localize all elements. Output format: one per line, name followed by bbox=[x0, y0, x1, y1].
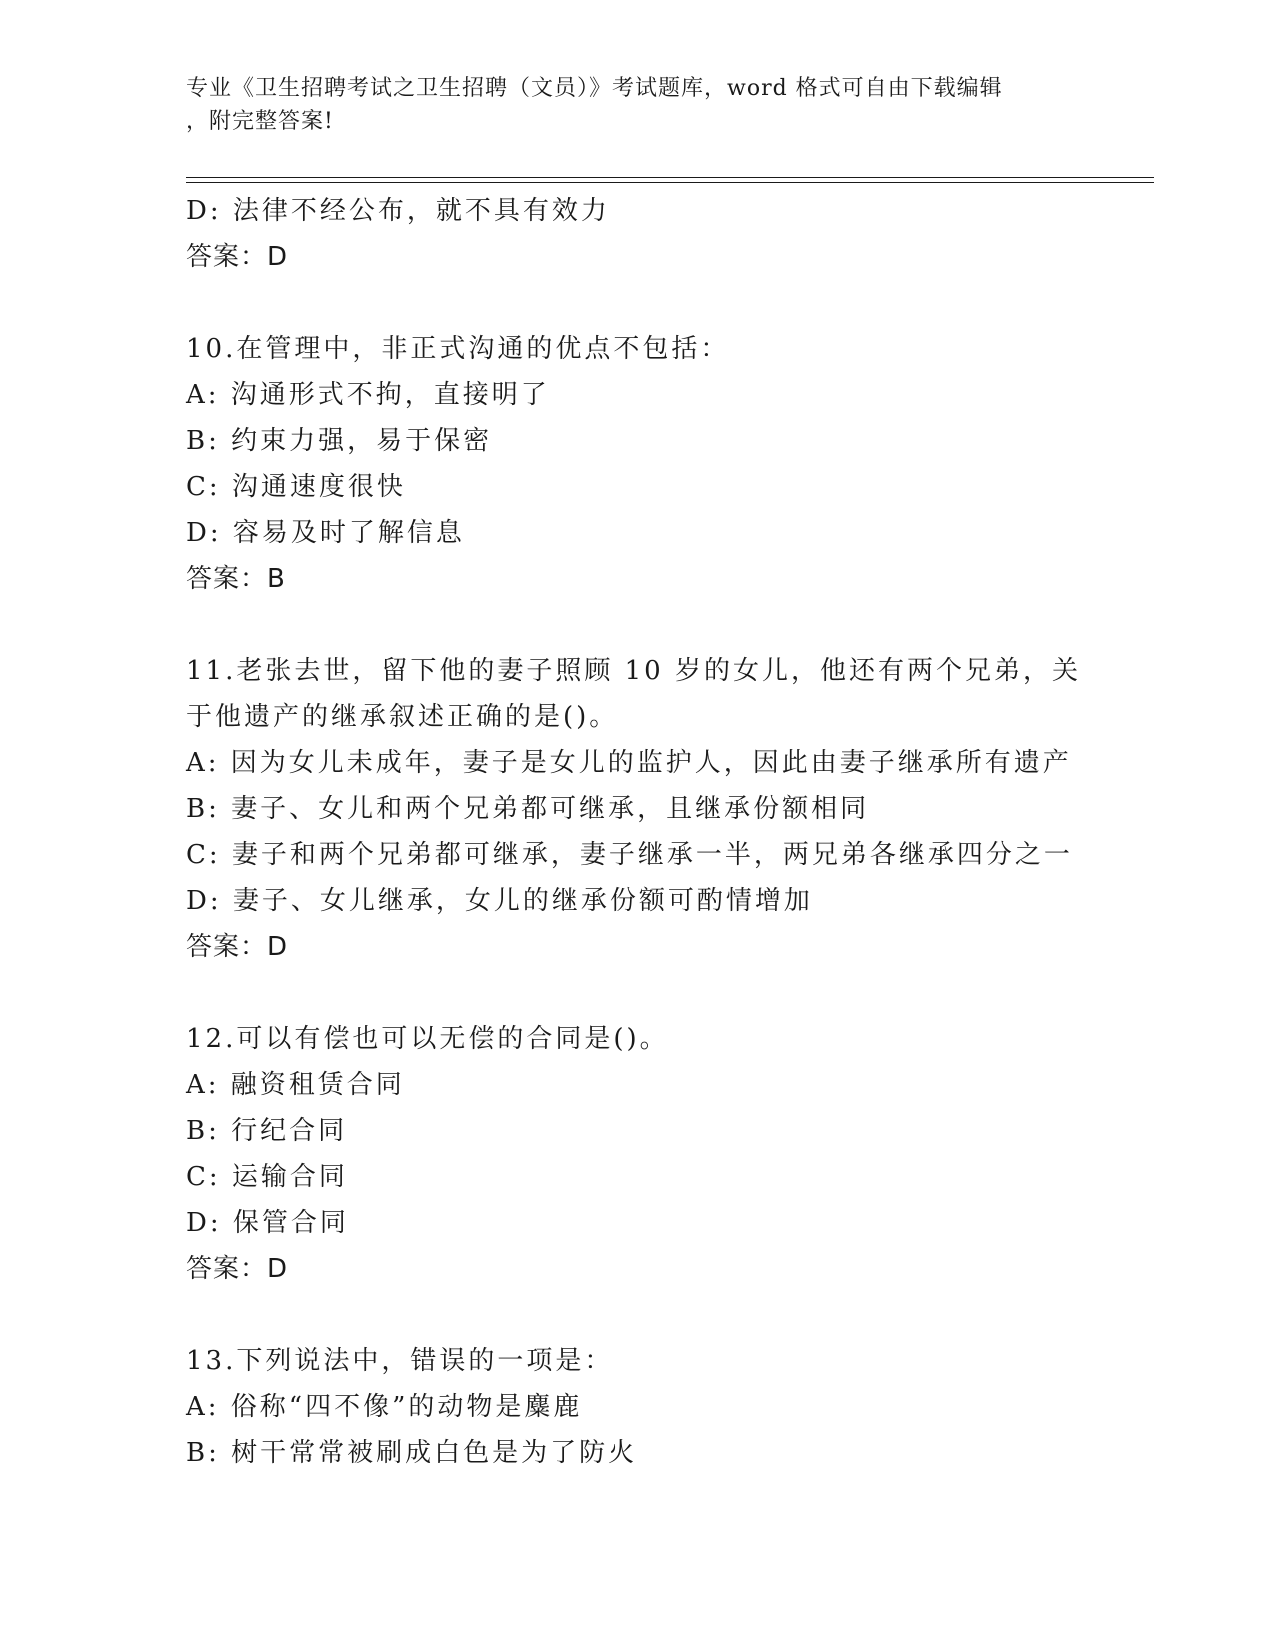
question-11 bbox=[186, 648, 1086, 970]
question-text: 12.可以有偿也可以无偿的合同是()。 bbox=[186, 1024, 669, 1054]
option-c: C: 沟通速度很快 bbox=[186, 472, 406, 502]
question-9-tail bbox=[186, 188, 1086, 280]
question-10 bbox=[186, 326, 1086, 602]
option-b: B: 树干常常被刷成白色是为了防火 bbox=[186, 1438, 638, 1468]
header-rule-top bbox=[186, 177, 1154, 178]
header-line-2: ，附完整答案! bbox=[186, 109, 334, 134]
document-body bbox=[186, 188, 1086, 1476]
option-a: A: 沟通形式不拘，直接明了 bbox=[186, 380, 550, 410]
answer: 答案：B bbox=[186, 564, 286, 594]
question-12 bbox=[186, 1016, 1086, 1292]
option-d: D: 保管合同 bbox=[186, 1208, 349, 1238]
question-13 bbox=[186, 1338, 1086, 1476]
document-header bbox=[186, 72, 1086, 138]
option-d: D: 妻子、女儿继承，女儿的继承份额可酌情增加 bbox=[186, 886, 813, 916]
option-c: C: 运输合同 bbox=[186, 1162, 348, 1192]
spacer bbox=[186, 280, 1086, 326]
answer: 答案：D bbox=[186, 242, 289, 272]
answer: 答案：D bbox=[186, 1254, 289, 1284]
question-text-line-2: 于他遗产的继承叙述正确的是()。 bbox=[186, 702, 619, 732]
option-b: B: 行纪合同 bbox=[186, 1116, 348, 1146]
question-text-line-1: 11.老张去世，留下他的妻子照顾 10 岁的女儿，他还有两个兄弟，关 bbox=[186, 656, 1081, 686]
option-a: A: 俗称“四不像”的动物是麋鹿 bbox=[186, 1392, 583, 1422]
question-text: 10.在管理中，非正式沟通的优点不包括： bbox=[186, 334, 730, 364]
answer: 答案：D bbox=[186, 932, 289, 962]
header-line-1: 专业《卫生招聘考试之卫生招聘（文员）》考试题库，word 格式可自由下载编辑 bbox=[186, 76, 1003, 101]
option-b: B: 妻子、女儿和两个兄弟都可继承，且继承份额相同 bbox=[186, 794, 870, 824]
spacer bbox=[186, 1292, 1086, 1338]
option-c: C: 妻子和两个兄弟都可继承，妻子继承一半，两兄弟各继承四分之一 bbox=[186, 840, 1073, 870]
option-d: D: 法律不经公布，就不具有效力 bbox=[186, 196, 610, 226]
option-d: D: 容易及时了解信息 bbox=[186, 518, 465, 548]
spacer bbox=[186, 970, 1086, 1016]
option-a: A: 因为女儿未成年，妻子是女儿的监护人，因此由妻子继承所有遗产 bbox=[186, 748, 1072, 778]
option-a: A: 融资租赁合同 bbox=[186, 1070, 405, 1100]
header-rule-bottom bbox=[186, 182, 1154, 183]
spacer bbox=[186, 602, 1086, 648]
question-text: 13.下列说法中，错误的一项是： bbox=[186, 1346, 614, 1376]
option-b: B: 约束力强，易于保密 bbox=[186, 426, 493, 456]
